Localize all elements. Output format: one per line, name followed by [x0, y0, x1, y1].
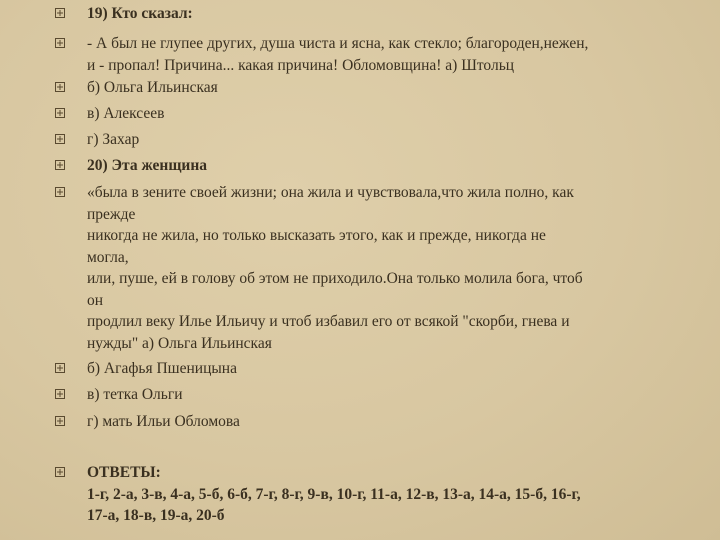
item-text-line: он	[87, 291, 104, 309]
item-text-line: нужды" а) Ольга Ильинская	[87, 334, 272, 352]
bullet-item-question-20	[87, 155, 687, 177]
item-text-line: 1-г, 2-а, 3-в, 4-а, 5-б, 6-б, 7-г, 8-г, 9-в, 10-г, 11-а, 12-в, 13-а, 14-а, 15-б, 16-г,	[87, 485, 581, 503]
checkbox-bullet-icon	[55, 134, 65, 144]
bullet-item-option-g-20	[87, 411, 687, 433]
bullet-item-option-b-19	[87, 77, 687, 99]
bullet-item-question-19	[87, 3, 687, 25]
item-text-line: в) Алексеев	[87, 105, 165, 122]
checkbox-bullet-icon	[55, 8, 65, 18]
checkbox-bullet-icon	[55, 389, 65, 399]
item-text-line: 19) Кто сказал:	[87, 5, 193, 22]
checkbox-bullet-icon	[55, 363, 65, 373]
checkbox-bullet-icon	[55, 187, 65, 197]
item-text-line: могла,	[87, 248, 129, 266]
bullet-item-option-b-20	[87, 358, 687, 380]
bullet-item-quote-20	[87, 182, 687, 354]
bullet-item-option-g-19	[87, 129, 687, 151]
checkbox-bullet-icon	[55, 38, 65, 48]
bullet-item-answers	[87, 462, 687, 527]
item-text-line: 20) Эта женщина	[87, 157, 208, 174]
item-text-line: б) Агафья Пшеницына	[87, 360, 237, 377]
item-text-line: 17-а, 18-в, 19-а, 20-б	[87, 507, 225, 524]
bullet-item-option-v-20	[87, 384, 687, 406]
item-text-line: «была в зените своей жизни; она жила и чувствовала,что жила полно, как	[87, 184, 574, 201]
item-text-line: продлил веку Илье Ильичу и чтоб избавил его от всякой "скорби, гнева и	[87, 313, 570, 330]
item-text-line: г) мать Ильи Обломова	[87, 413, 240, 430]
item-text-line: или, пуше, ей в голову об этом не приходило.Она только молила бога, чтоб	[87, 270, 583, 287]
checkbox-bullet-icon	[55, 160, 65, 170]
checkbox-bullet-icon	[55, 467, 65, 477]
item-text-line: прежде	[87, 205, 136, 223]
item-text-line: и - пропал! Причина... какая причина! Обломовщина! а) Штольц	[87, 56, 515, 74]
item-text-line: б) Ольга Ильинская	[87, 79, 218, 96]
bullet-item-option-v-19	[87, 103, 687, 125]
checkbox-bullet-icon	[55, 108, 65, 118]
bullet-item-quote-19	[87, 33, 687, 76]
checkbox-bullet-icon	[55, 416, 65, 426]
item-text-line: - А был не глупее других, душа чиста и ясна, как стекло; благороден,нежен,	[87, 35, 589, 52]
item-text-line: ОТВЕТЫ:	[87, 464, 161, 481]
checkbox-bullet-icon	[55, 82, 65, 92]
item-text-line: в) тетка Ольги	[87, 386, 183, 403]
item-text-line: г) Захар	[87, 131, 140, 148]
item-text-line: никогда не жила, но только высказать этого, как и прежде, никогда не	[87, 227, 546, 244]
